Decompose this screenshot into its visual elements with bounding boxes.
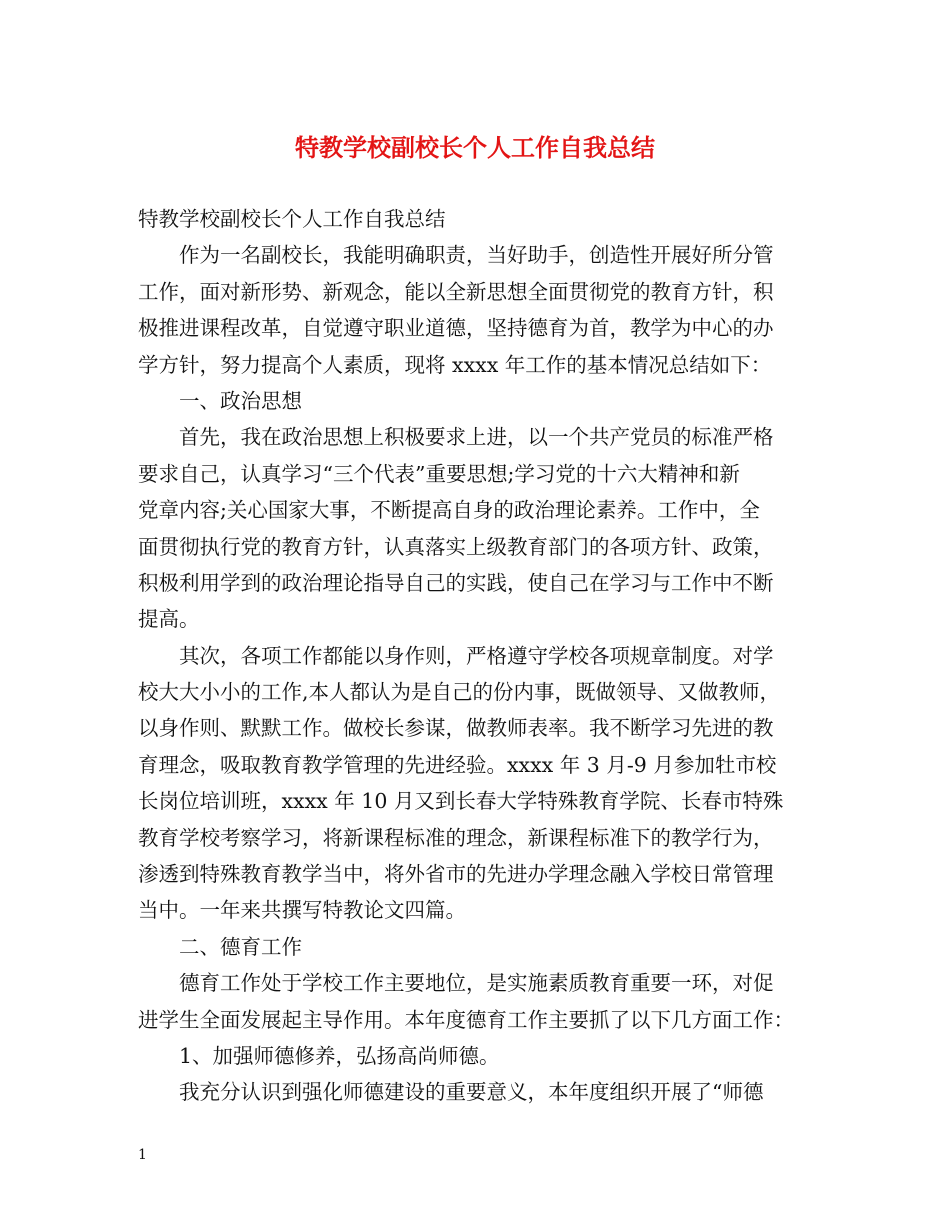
text-line: 特教学校副校长个人工作自我总结 bbox=[138, 207, 446, 231]
page-number: 1 bbox=[138, 1147, 147, 1163]
text-line: 积极利用学到的政治理论指导自己的实践，使自己在学习与工作中不断 bbox=[138, 570, 774, 595]
text-line: 工作，面对新形势、新观念，能以全新思想全面贯彻党的教育方针，积 bbox=[138, 279, 774, 304]
text-line: 德育工作处于学校工作主要地位，是实施素质教育重要一环，对促 bbox=[138, 971, 774, 996]
text-line: 当中。一年来共撰写特教论文四篇。 bbox=[138, 898, 466, 923]
text-line: 一、政治思想 bbox=[138, 388, 302, 413]
text-line: 长岗位培训班，xxxx 年 10 月又到长春大学特殊教育学院、长春市特殊 bbox=[138, 789, 784, 814]
text-line: 渗透到特殊教育教学当中，将外省市的先进办学理念融入学校日常管理 bbox=[138, 862, 774, 887]
text-line: 进学生全面发展起主导作用。本年度德育工作主要抓了以下几方面工作： bbox=[138, 1007, 794, 1032]
text-line: 学方针，努力提高个人素质，现将 xxxx 年工作的基本情况总结如下： bbox=[138, 352, 772, 377]
text-line: 二、德育工作 bbox=[138, 934, 302, 959]
text-line: 要求自己，认真学习“三个代表”重要思想;学习党的十六大精神和新 bbox=[138, 461, 740, 486]
text-line: 党章内容;关心国家大事，不断提高自身的政治理论素养。工作中，全 bbox=[138, 498, 760, 523]
text-line: 其次，各项工作都能以身作则，严格遵守学校各项规章制度。对学 bbox=[138, 643, 774, 668]
text-line: 提高。 bbox=[138, 607, 200, 632]
text-line: 1、加强师德修养，弘扬高尚师德。 bbox=[138, 1043, 500, 1068]
text-line: 以身作则、默默工作。做校长参谋，做教师表率。我不断学习先进的教 bbox=[138, 716, 774, 741]
text-line: 作为一名副校长，我能明确职责，当好助手，创造性开展好所分管 bbox=[138, 243, 774, 268]
document-title: 特教学校副校长个人工作自我总结 bbox=[295, 134, 655, 162]
document-body bbox=[138, 201, 818, 1111]
text-line: 首先，我在政治思想上积极要求上进，以一个共产党员的标准严格 bbox=[138, 425, 774, 450]
text-line: 极推进课程改革，自觉遵守职业道德，坚持德育为首，教学为中心的办 bbox=[138, 316, 774, 341]
text-line: 教育学校考察学习，将新课程标准的理念，新课程标准下的教学行为， bbox=[138, 825, 774, 850]
text-line: 面贯彻执行党的教育方针，认真落实上级教育部门的各项方针、政策， bbox=[138, 534, 774, 559]
text-line: 校大大小小的工作,本人都认为是自己的份内事，既做领导、又做教师， bbox=[138, 680, 781, 705]
text-line: 我充分认识到强化师德建设的重要意义，本年度组织开展了“师德 bbox=[138, 1080, 764, 1105]
text-line: 育理念，吸取教育教学管理的先进经验。xxxx 年 3 月-9 月参加牡市校 bbox=[138, 752, 777, 777]
